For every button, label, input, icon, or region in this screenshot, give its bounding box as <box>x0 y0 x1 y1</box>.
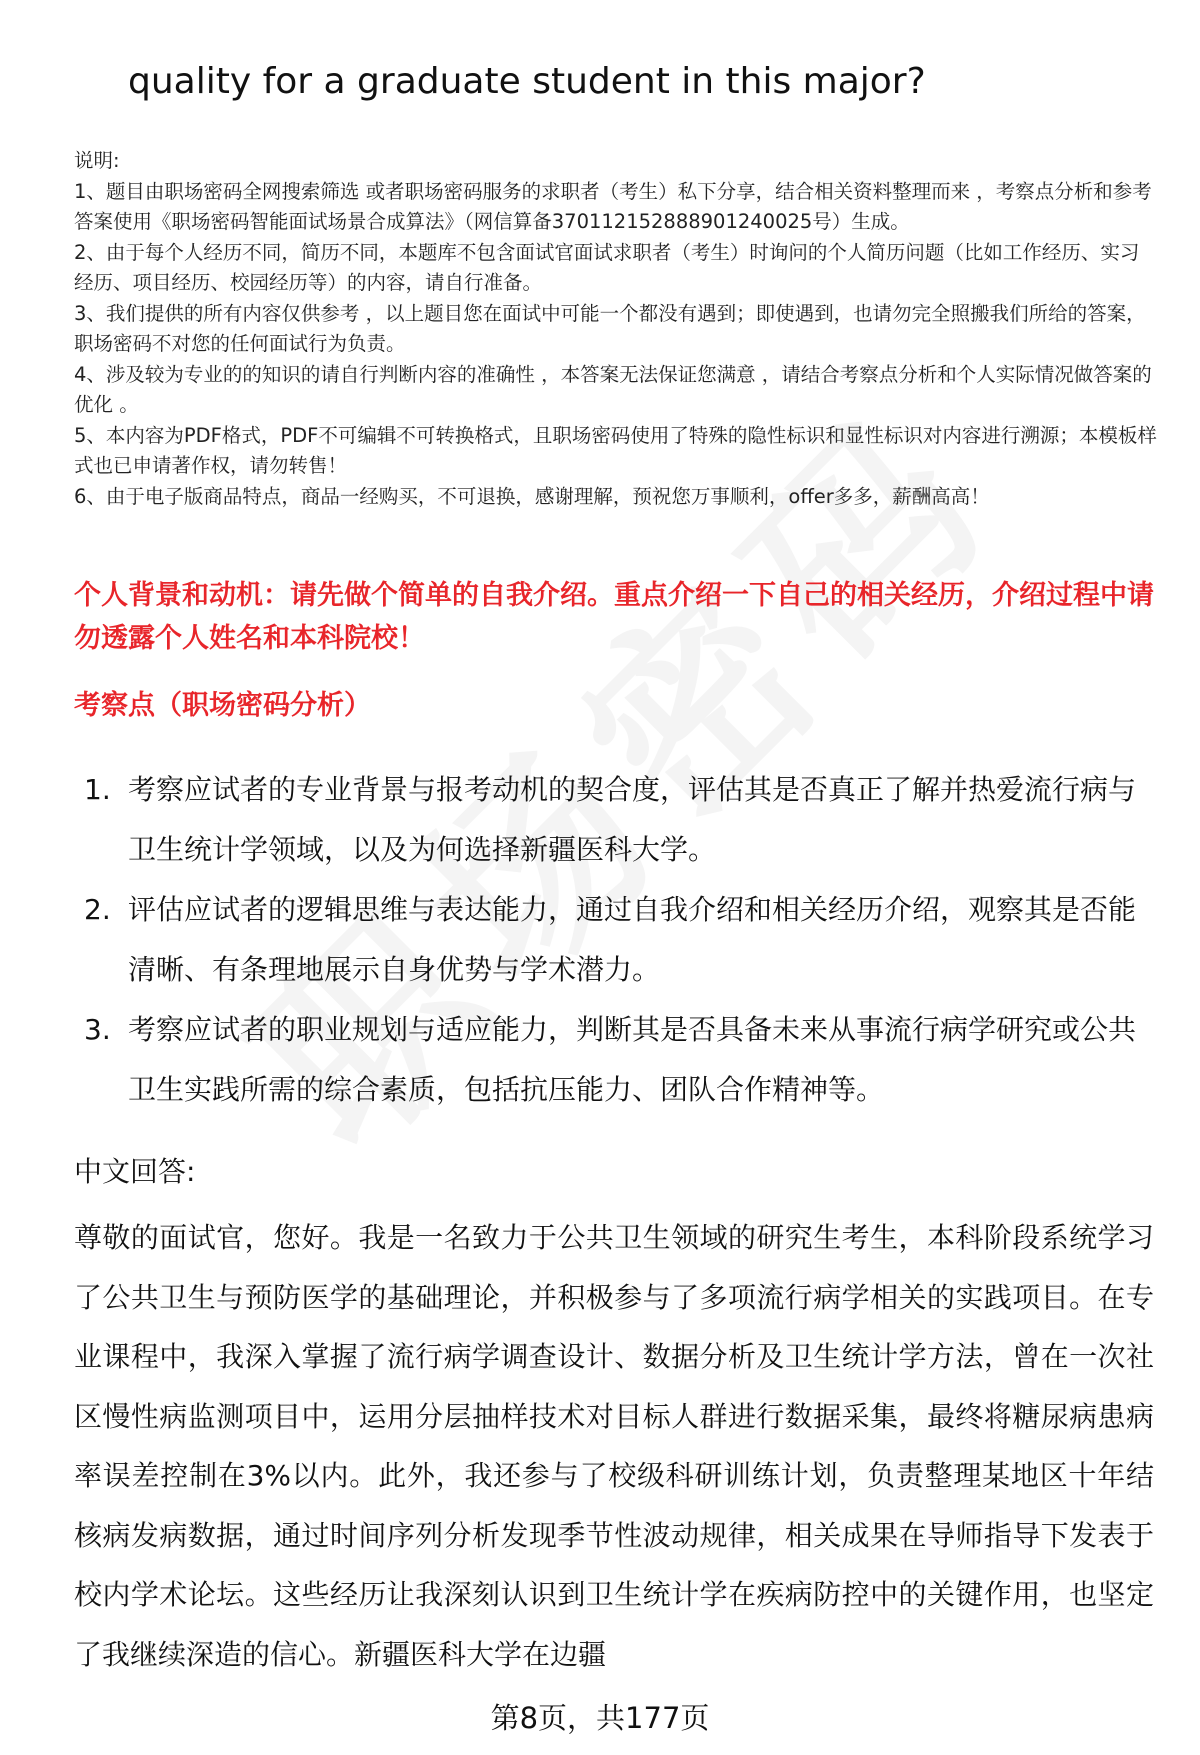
list-item-number: 1. <box>84 773 111 806</box>
note-item: 2、由于每个人经历不同，简历不同，本题库不包含面试官面试求职者（考生）时询问的个人简历问题（比如工作经历、实习经历、项目经历、校园经历等）的内容，请自行准备。 <box>74 240 1140 294</box>
note-item: 6、由于电子版商品特点，商品一经购买，不可退换，感谢理解，预祝您万事顺利，offer多多，薪酬高高！ <box>74 484 990 508</box>
list-item-text: 考察应试者的职业规划与适应能力，判断其是否具备未来从事流行病学研究或公共卫生实践所需的综合素质，包括抗压能力、团队合作精神等。 <box>128 1013 1137 1106</box>
note-item: 5、本内容为PDF格式，PDF不可编辑不可转换格式，且职场密码使用了特殊的隐性标识和显性标识对内容进行溯源；本模板样式也已申请著作权，请勿转售！ <box>74 423 1157 477</box>
list-item-number: 3. <box>84 1013 111 1046</box>
analysis-points-list <box>84 760 1144 1120</box>
list-item <box>84 1000 1144 1120</box>
answer-text: 尊敬的面试官，您好。我是一名致力于公共卫生领域的研究生考生，本科阶段系统学习了公共卫生与预防医学的基础理论，并积极参与了多项流行病学相关的实践项目。在专业课程中，我深入掌握了流行病学调查设计、数据分析及卫生统计学方法，曾在一次社区慢性病监测项目中，运用分层抽样技术对目标人群进行数据采集，最终将糖尿病患病率误差控制在3%以内。此外，我还参与了校级科研训练计划，负责整理某地区十年结核病发病数据，通过时间序列分析发现季节性波动规律，相关成果在导师指导下发表于校内学术论坛。这些经历让我深刻认识到卫生统计学在疾病防控中的关键作用，也坚定了我继续深造的信心。新疆医科大学在边疆 <box>74 1221 1154 1671</box>
section-title: 个人背景和动机：请先做个简单的自我介绍。重点介绍一下自己的相关经历，介绍过程中请勿透露个人姓名和本科院校！ <box>74 580 1154 654</box>
notes-section <box>74 146 1158 512</box>
list-item <box>84 760 1144 880</box>
answer-label: 中文回答: <box>74 1155 196 1188</box>
list-item <box>84 880 1144 1000</box>
note-item: 3、我们提供的所有内容仅供参考 ，以上题目您在面试中可能一个都没有遇到；即使遇到，也请勿完全照搬我们所给的答案，职场密码不对您的任何面试行为负责。 <box>74 301 1146 355</box>
notes-heading: 说明: <box>74 149 120 172</box>
note-item: 1、题目由职场密码全网搜索筛选 或者职场密码服务的求职者（考生）私下分享，结合相关资料整理而来 ，考察点分析和参考答案使用《职场密码智能面试场景合成算法》（网信算备370112152888901240025号）生成。 <box>74 179 1152 233</box>
list-item-text: 考察应试者的专业背景与报考动机的契合度，评估其是否真正了解并热爱流行病与卫生统计学领域，以及为何选择新疆医科大学。 <box>128 773 1137 866</box>
list-item-number: 2. <box>84 893 111 926</box>
list-item-text: 评估应试者的逻辑思维与表达能力，通过自我介绍和相关经历介绍，观察其是否能清晰、有条理地展示自身优势与学术潜力。 <box>128 893 1137 986</box>
page-number: 第8页，共177页 <box>490 1701 710 1735</box>
note-item: 4、涉及较为专业的的知识的请自行判断内容的准确性 ，本答案无法保证您满意 ，请结合考察点分析和个人实际情况做答案的优化 。 <box>74 362 1152 416</box>
question-tail: quality for a graduate student in this major? <box>128 61 926 102</box>
analysis-heading: 考察点（职场密码分析） <box>74 690 371 721</box>
